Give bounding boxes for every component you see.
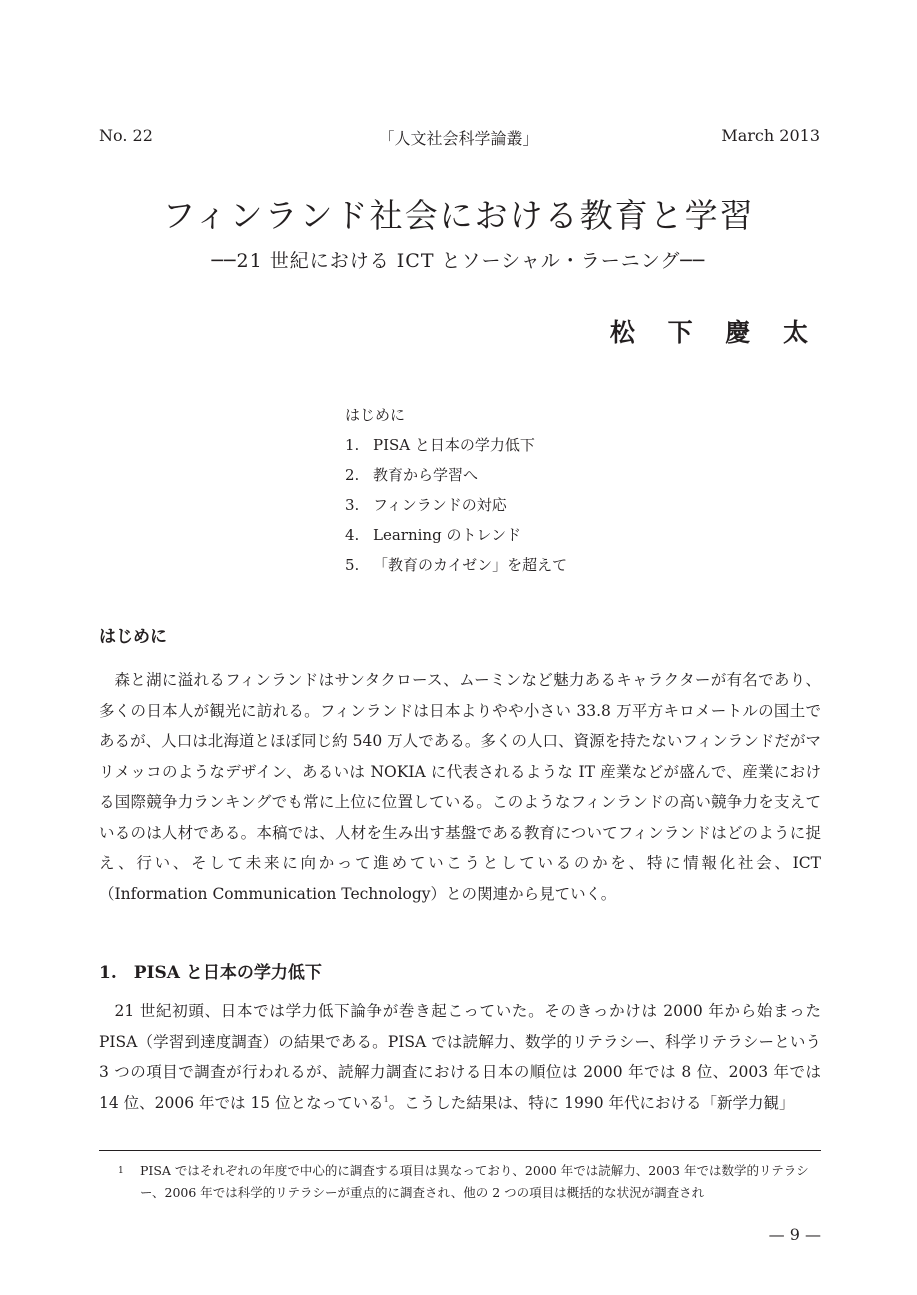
toc-item	[345, 490, 567, 520]
footnote-divider	[99, 1150, 821, 1151]
section-1-text-continued: 。こうした結果は、特に 1990 年代における「新学力観」	[388, 1093, 795, 1112]
toc-item-number: 2.	[345, 466, 360, 484]
toc-item-label: 「教育のカイゼン」を超えて	[373, 556, 568, 574]
page-number: — 9 —	[768, 1225, 821, 1244]
footnote-text: PISA ではそれぞれの年度で中心的に調査する項目は異なっており、2000 年では読解力、2003 年では数学的リテラシー、2006 年では科学的リテラシーが重点的に調査され、他の 2 つの項目は概括的な状況が調査され	[140, 1163, 809, 1200]
intro-paragraph: 森と湖に溢れるフィンランドはサンタクロース、ムーミンなど魅力あるキャラクターが有名であり、多くの日本人が観光に訪れる。フィンランドは日本よりやや小さい 33.8 万平方キロメートルの国土であるが、人口は北海道とほぼ同じ約 540 万人である。多くの人口、資源を持たないフィンランドだがマリメッコのようなデザイン、あるいは NOKIA に代表されるような IT 産業などが盛んで、産業における国際競争力ランキングでも常に上位に位置している。このようなフィンランドの高い競争力を支えているのは人材である。本稿では、人材を生み出す基盤である教育についてフィンランドはどのように捉え、行い、そして未来に向かって進めていこうとしているのかを、特に情報化社会、ICT（Information Communication Technology）との関連から見ていく。	[99, 671, 821, 903]
header-journal: 「人文社会科学論叢」	[378, 129, 539, 148]
toc-item-label: Learning のトレンド	[373, 526, 522, 544]
toc-intro	[345, 400, 567, 430]
page-title: フィンランド社会における教育と学習	[162, 196, 755, 235]
toc-item	[345, 520, 567, 550]
intro-heading: はじめに	[99, 627, 167, 647]
toc-intro-label: はじめに	[345, 406, 406, 424]
footnote	[118, 1160, 821, 1204]
toc-item	[345, 460, 567, 490]
toc-item	[345, 430, 567, 460]
table-of-contents	[345, 400, 567, 580]
footnote-mark: 1	[118, 1166, 124, 1176]
toc-item-label: 教育から学習へ	[373, 466, 479, 484]
toc-item-number: 4.	[345, 526, 360, 544]
author-name: 松 下 慶 太	[609, 318, 820, 347]
page-subtitle: ──21 世紀における ICT とソーシャル・ラーニング──	[211, 250, 706, 272]
section-1-heading: 1. PISA と日本の学力低下	[99, 963, 322, 983]
toc-item-label: フィンランドの対応	[373, 496, 507, 514]
footnote-reference[interactable]: 1	[383, 1094, 389, 1104]
section-1-text: 21 世紀初頭、日本では学力低下論争が巻き起こっていた。そのきっかけは 2000 年から始まった PISA（学習到達度調査）の結果である。PISA では読解力、数学的リテラシー、科学リテラシーという 3 つの項目で調査が行われるが、読解力調査における日本の順位は 2000 年では 8 位、2003 年では 14 位、2006 年では 15 位となっている	[99, 1002, 821, 1112]
section-1-paragraph	[99, 996, 821, 1118]
header-issue: No. 22	[99, 126, 153, 145]
toc-item-label: PISA と日本の学力低下	[373, 436, 535, 454]
toc-item-number: 1.	[345, 436, 360, 454]
toc-item	[345, 550, 567, 580]
toc-item-number: 3.	[345, 496, 360, 514]
header-date: March 2013	[721, 126, 820, 145]
toc-item-number: 5.	[345, 556, 360, 574]
